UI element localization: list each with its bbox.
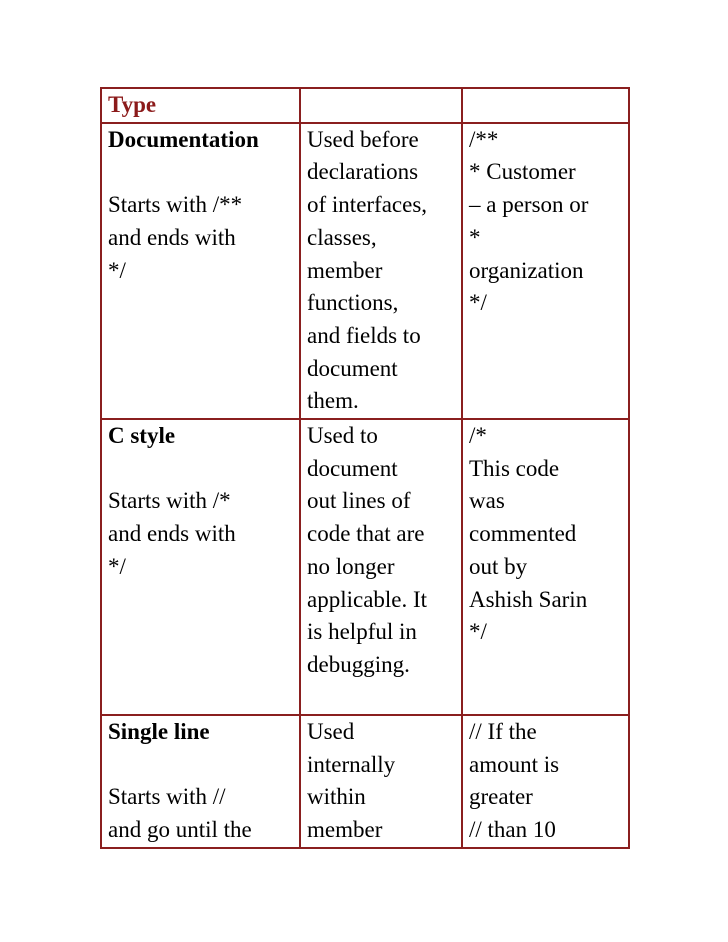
row-type-description: Starts with // and go until the [108, 784, 252, 843]
spacer [108, 453, 296, 486]
spacer [108, 156, 296, 189]
usage-cell [300, 123, 462, 419]
header-cell-empty-3 [462, 88, 629, 123]
row-type-name: Documentation [108, 126, 259, 152]
example-cell [462, 123, 629, 419]
usage-cell [300, 419, 462, 715]
row-example-text: // If the amount is greater // than 10 [469, 719, 560, 843]
row-type-description: Starts with /* and ends with */ [108, 488, 236, 579]
spacer [108, 749, 296, 782]
row-type-name: Single line [108, 719, 210, 745]
row-example-text: /** * Customer – a person or * organization */ [469, 126, 589, 316]
row-usage-text: Used to document out lines of code that are no longer applicable. It is helpful in debugging. [307, 423, 428, 677]
header-cell-type [101, 88, 300, 123]
table-row [101, 123, 629, 419]
table-row [101, 419, 629, 715]
comment-types-table [100, 87, 630, 849]
row-example-text: /* This code was commented out by Ashish Sarin */ [469, 423, 588, 645]
type-heading: Type [108, 92, 157, 117]
example-cell [462, 419, 629, 715]
row-type-name: C style [108, 423, 176, 449]
usage-cell [300, 715, 462, 848]
row-usage-text: Used internally within member [307, 719, 396, 843]
type-cell [101, 123, 300, 419]
type-cell [101, 715, 300, 848]
table-row [101, 715, 629, 848]
header-cell-empty-2 [300, 88, 462, 123]
table-header-row [101, 88, 629, 123]
row-type-description: Starts with /** and ends with */ [108, 192, 243, 283]
example-cell [462, 715, 629, 848]
type-cell [101, 419, 300, 715]
row-usage-text: Used before declarations of interfaces, classes, member functions, and fields to document them. [307, 126, 428, 414]
